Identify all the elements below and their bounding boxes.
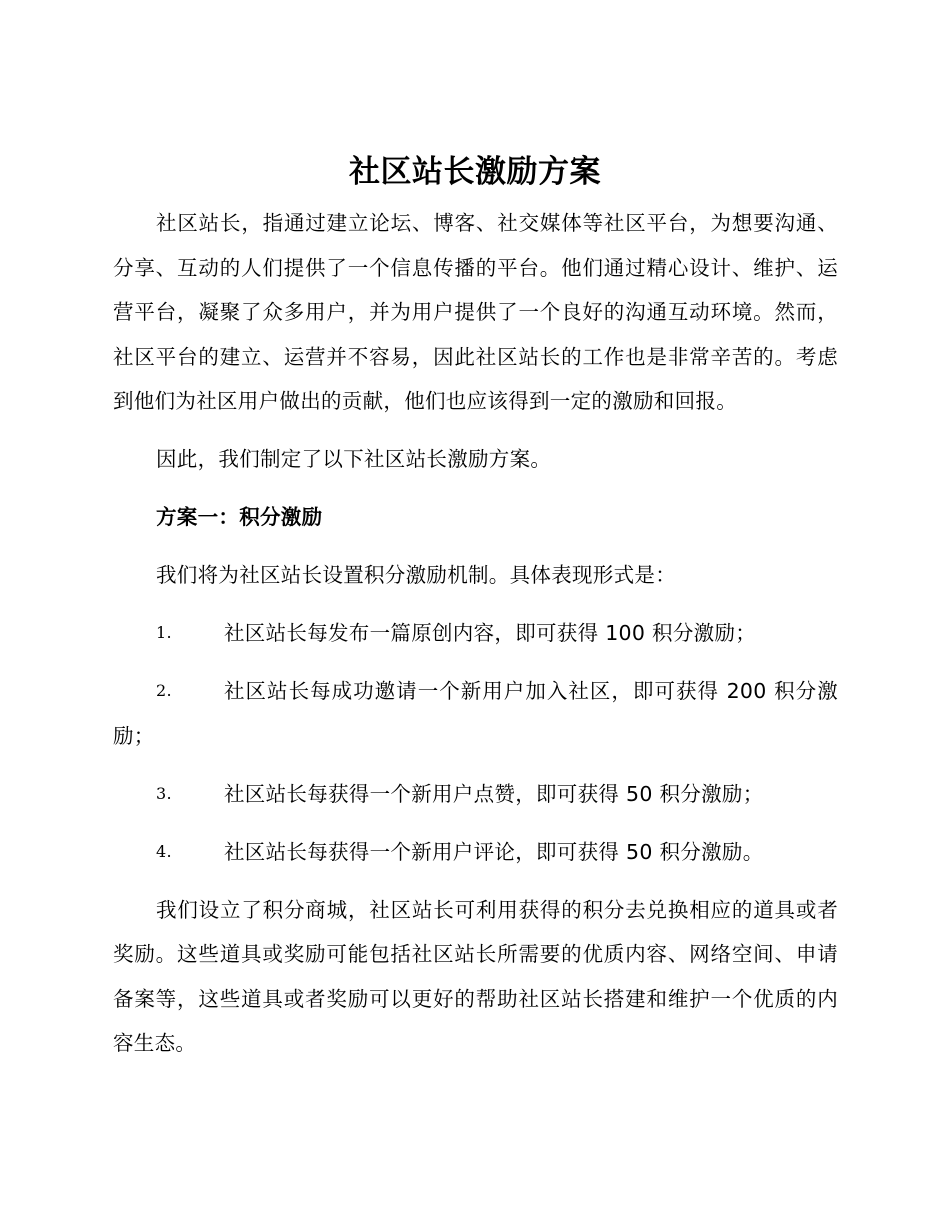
plan-one-intro: 我们将为社区站长设置积分激励机制。具体表现形式是：: [156, 563, 676, 587]
plan-one-heading: 方案一：积分激励: [156, 505, 323, 529]
list-item-text: 社区站长每获得一个新用户评论，即可获得 50 积分激励。: [224, 839, 764, 864]
document-title: 社区站长激励方案: [349, 154, 601, 190]
list-item-text: 社区站长每成功邀请一个新用户加入社区，即可获得 200 积分激励；: [113, 679, 838, 748]
list-item-number: 4.: [156, 841, 172, 861]
list-item: [113, 830, 838, 875]
points-mall-paragraph: 我们设立了积分商城，社区站长可利用获得的积分去兑换相应的道具或者奖励。这些道具或奖励可能包括社区站长所需要的优质内容、网络空间、申请备案等，这些道具或者奖励可以更好的帮助社区站长搭建和维护一个优质的内容生态。: [113, 897, 838, 1055]
list-item-number: 2.: [156, 681, 172, 700]
intro-paragraph: 社区站长，指通过建立论坛、博客、社交媒体等社区平台，为想要沟通、分享、互动的人们提供了一个信息传播的平台。他们通过精心设计、维护、运营平台，凝聚了众多用户，并为用户提供了一个良好的沟通互动环境。然而，社区平台的建立、运营并不容易，因此社区站长的工作也是非常辛苦的。考虑到他们为社区用户做出的贡献，他们也应该得到一定的激励和回报。: [113, 211, 838, 413]
list-item: [113, 669, 838, 758]
list-item-text: 社区站长每获得一个新用户点赞，即可获得 50 积分激励；: [224, 781, 764, 806]
document-body: [113, 201, 838, 1066]
list-item-number: 3.: [156, 783, 172, 803]
list-item-number: 1.: [156, 623, 172, 642]
list-item: [113, 611, 838, 656]
list-item-text: 社区站长每发布一篇原创内容，即可获得 100 积分激励；: [224, 621, 757, 645]
list-item: [113, 772, 838, 817]
therefore-paragraph: 因此，我们制定了以下社区站长激励方案。: [156, 447, 552, 471]
